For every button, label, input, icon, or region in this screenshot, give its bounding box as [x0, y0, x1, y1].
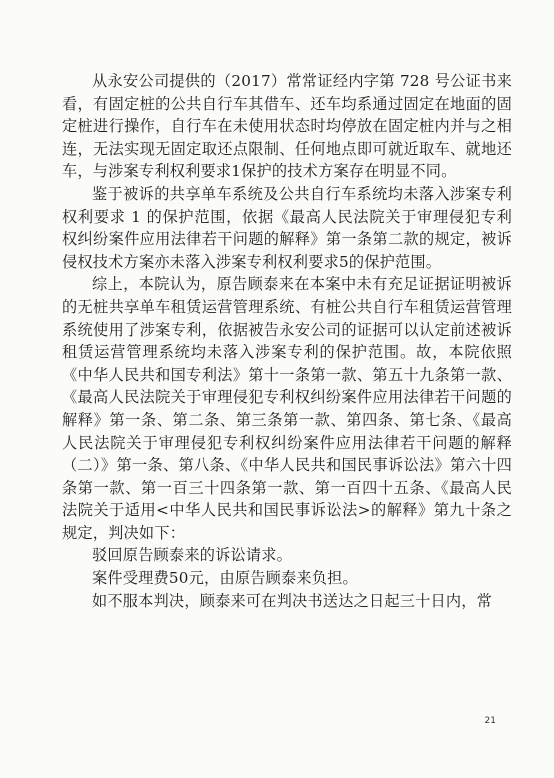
page-number: 21	[484, 716, 496, 726]
paragraph-court-conclusion: 综上，本院认为，原告顾泰来在本案中未有充足证据证明被诉的无桩共享单车租赁运营管理系统、有桩公共自行车租赁运营管理系统使用了涉案专利，依据被告永安公司的证据可以认定前述被诉租赁运营管理系统均未落入涉案专利的保护范围。故，本院依照《中华人民共和国专利法》第十一条第一款、第五十九条第一款、《最高人民法院关于审理侵犯专利权纠纷案件应用法律若干问题的解释》第一条、第二条、第三条第一款、第四条、第七条、《最高人民法院关于审理侵犯专利权纠纷案件应用法律若干问题的解释（二）》第一条、第八条、《中华人民共和国民事诉讼法》第六十四条第一款、第一百三十四条第一款、第一百四十五条、《最高人民法院关于适用<中华人民共和国民事诉讼法>的解释》第九十条之规定，判决如下：	[62, 275, 512, 542]
paragraph-claim-scope: 鉴于被诉的共享单车系统及公共自行车系统均未落入涉案专利权利要求 1 的保护范围，依据《最高人民法院关于审理侵犯专利权纠纷案件应用法律若干问题的解释》第一条第二款的规定，被诉侵权技术方案亦未落入涉案专利权利要求5的保护范围。	[62, 184, 512, 271]
paragraph-judgment-dismissal: 驳回原告顾泰来的诉讼请求。	[92, 546, 293, 565]
paragraph-case-fee: 案件受理费50元，由原告顾泰来负担。	[92, 569, 358, 588]
document-body	[62, 70, 512, 612]
paragraph-appeal-notice: 如不服本判决，顾泰来可在判决书送达之日起三十日内，常	[92, 591, 493, 610]
paragraph-notarization-evidence: 从永安公司提供的（2017）常常证经内字第 728 号公证书来看，有固定桩的公共自行车其借车、还车均系通过固定在地面的固定桩进行操作，自行车在未使用状态时均停放在固定桩内并与之相连，无法实现无固定取还点限制、任何地点即可就近取车、就地还车，与涉案专利权利要求1保护的技术方案存在明显不同。	[62, 72, 512, 181]
